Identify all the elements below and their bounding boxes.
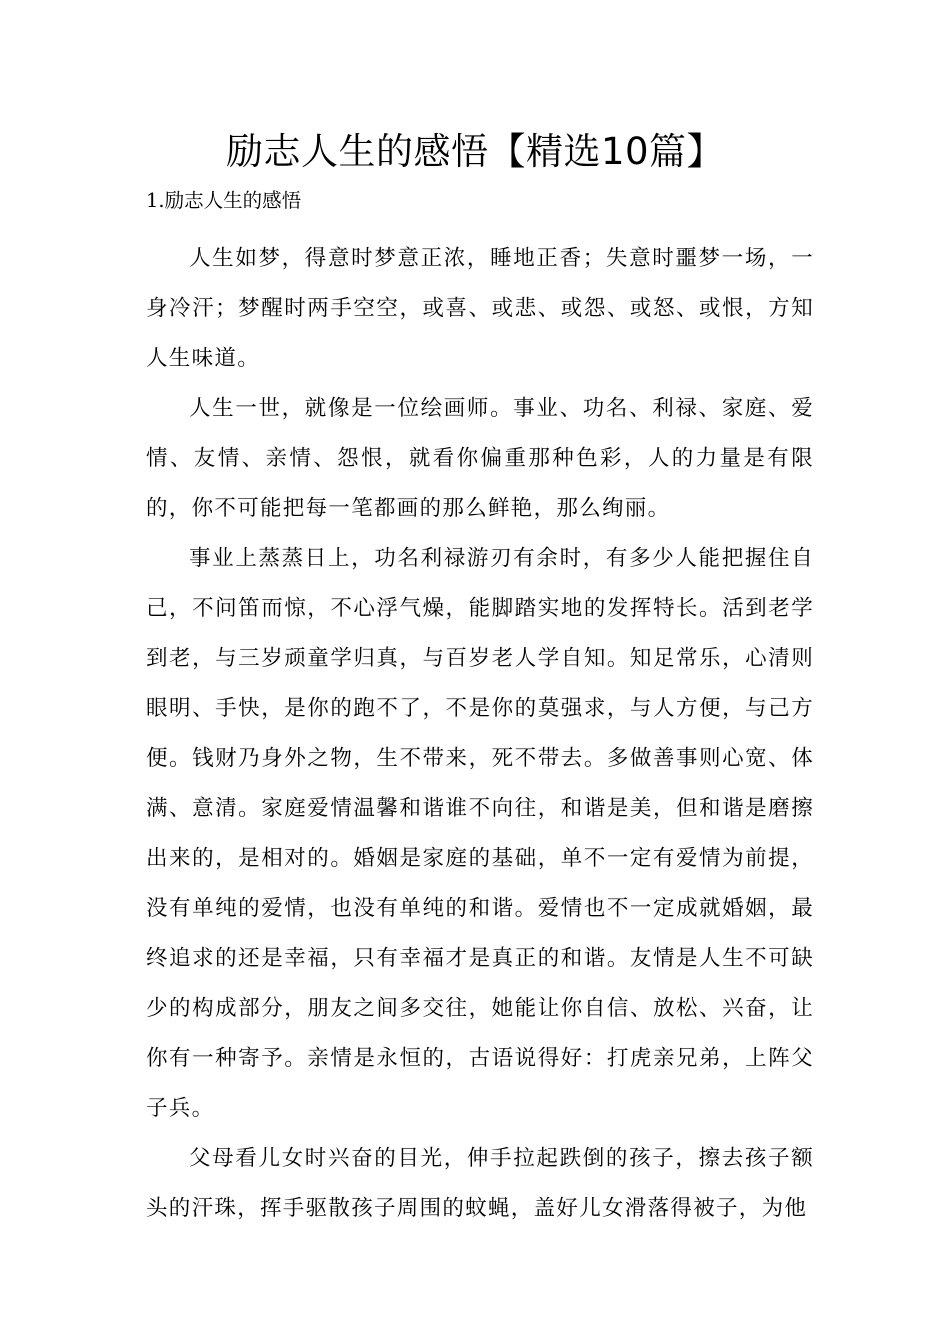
paragraph: 父母看儿女时兴奋的目光，伸手拉起跌倒的孩子，擦去孩子额头的汗珠，挥手驱散孩子周围的蚊蝇，盖好儿女滑落得被子，为他 (146, 1146, 814, 1221)
section-heading: 1.励志人生的感悟 (146, 189, 302, 212)
paragraph: 人生如梦，得意时梦意正浓，睡地正香；失意时噩梦一场，一身冷汗；梦醒时两手空空，或喜、或悲、或怨、或怒、或恨，方知人生味道。 (146, 246, 814, 371)
paragraph: 事业上蒸蒸日上，功名利禄游刃有余时，有多少人能把握住自己，不问笛而惊，不心浮气燥，能脚踏实地的发挥特长。活到老学到老，与三岁顽童学归真，与百岁老人学自知。知足常乐，心清则眼明、手快，是你的跑不了，不是你的莫强求，与人方便，与己方便。钱财乃身外之物，生不带来，死不带去。多做善事则心宽、体满、意清。家庭爱情温馨和谐谁不向往，和谐是美，但和谐是磨擦出来的，是相对的。婚姻是家庭的基础，单不一定有爱情为前提，没有单纯的爱情，也没有单纯的和谐。爱情也不一定成就婚姻，最终追求的还是幸福，只有幸福才是真正的和谐。友情是人生不可缺少的构成部分，朋友之间多交往，她能让你自信、放松、兴奋，让你有一种寄予。亲情是永恒的，古语说得好：打虎亲兄弟，上阵父子兵。 (146, 546, 814, 1121)
document-title: 励志人生的感悟【精选10篇】 (225, 130, 725, 173)
body-text (146, 234, 814, 1234)
paragraph: 人生一世，就像是一位绘画师。事业、功名、利禄、家庭、爱情、友情、亲情、怨恨，就看你偏重那种色彩，人的力量是有限的，你不可能把每一笔都画的那么鲜艳，那么绚丽。 (146, 396, 814, 521)
